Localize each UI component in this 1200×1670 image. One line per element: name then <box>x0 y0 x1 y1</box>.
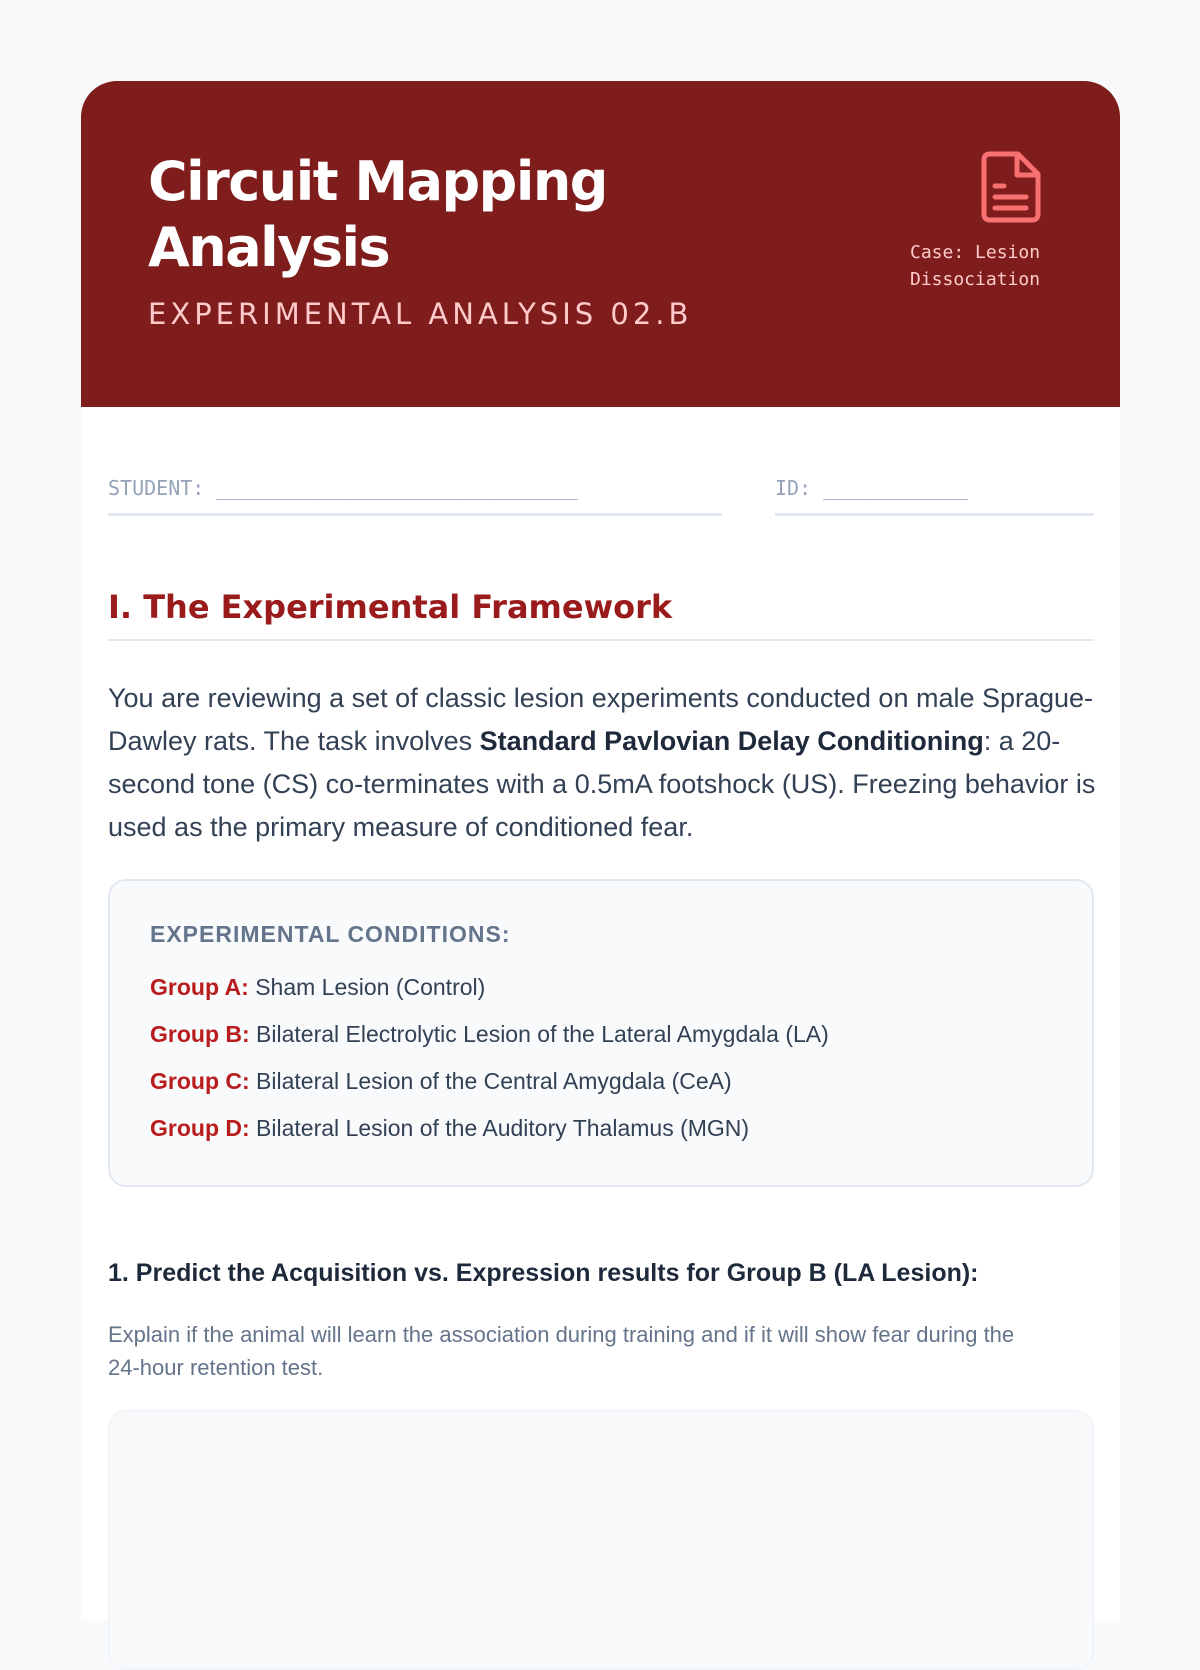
case-label: Case: Lesion Dissociation <box>910 242 1041 290</box>
intro-text-continued: : a 20-second tone (CS) co-terminates with a 0.5mA footshock (US). Freezing behavior is used as the primary measure of conditioned fear. <box>108 726 1096 842</box>
section-title: I. The Experimental Framework <box>108 585 1094 641</box>
condition-item <box>150 1021 829 1048</box>
question-help-text: Explain if the animal will learn the association during training and if it will show fear during the 24-hour retention test. <box>108 1322 1015 1380</box>
condition-text: Bilateral Lesion of the Central Amygdala (CeA) <box>256 1068 732 1094</box>
worksheet-page <box>81 81 1120 1621</box>
condition-key: Group D: <box>150 1115 250 1141</box>
student-name-field[interactable]: STUDENT: ______________________________ <box>108 471 722 516</box>
condition-key: Group C: <box>150 1068 250 1094</box>
intro-paragraph <box>108 677 1098 849</box>
condition-item <box>150 1068 732 1095</box>
condition-item <box>150 974 485 1001</box>
answer-box[interactable] <box>108 1410 1094 1670</box>
student-id-field[interactable]: ID: ____________ <box>775 471 1094 516</box>
condition-text: Bilateral Lesion of the Auditory Thalamus (MGN) <box>256 1115 750 1141</box>
page-subtitle: EXPERIMENTAL ANALYSIS 02.B <box>148 297 693 331</box>
conditions-title: EXPERIMENTAL CONDITIONS: <box>150 921 511 947</box>
condition-item <box>150 1115 749 1142</box>
student-info-row <box>108 471 1094 515</box>
condition-text: Sham Lesion (Control) <box>255 974 486 1000</box>
intro-text: You are reviewing a set of classic lesion experiments conducted on male Sprague-Dawley rats. The task involves <box>108 683 1094 756</box>
intro-emphasis: Standard Pavlovian Delay Conditioning <box>479 726 984 756</box>
condition-key: Group B: <box>150 1021 250 1047</box>
question-title: 1. Predict the Acquisition vs. Expression results for Group B (LA Lesion): <box>108 1259 979 1287</box>
page-title: Circuit Mapping Analysis <box>148 150 607 279</box>
worksheet-header <box>81 81 1120 407</box>
condition-key: Group A: <box>150 974 249 1000</box>
document-icon <box>980 150 1042 224</box>
condition-text: Bilateral Electrolytic Lesion of the Lateral Amygdala (LA) <box>256 1021 829 1047</box>
conditions-box <box>108 879 1094 1187</box>
